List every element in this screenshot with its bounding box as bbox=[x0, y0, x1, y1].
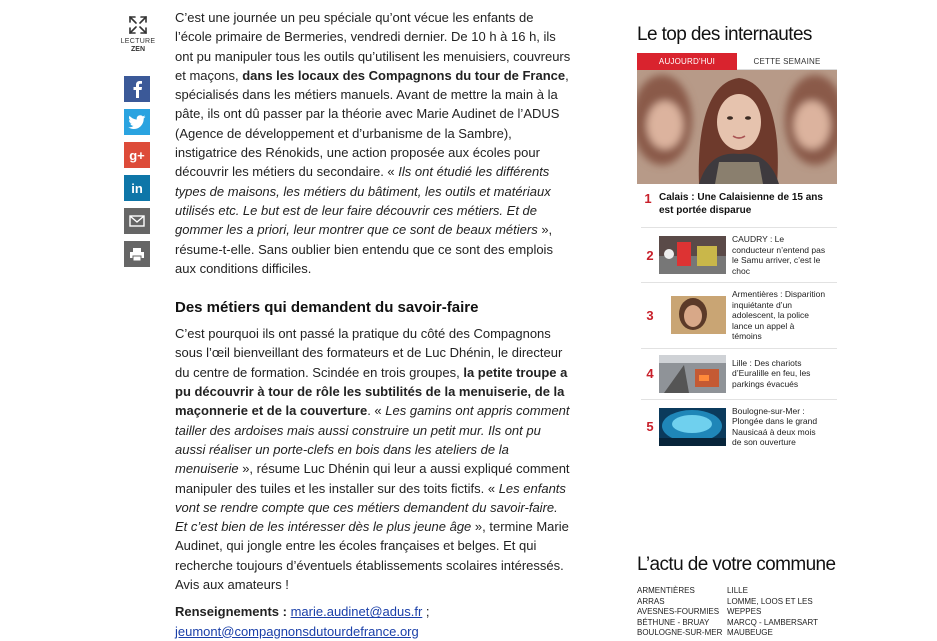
facebook-share-button[interactable] bbox=[124, 76, 150, 102]
top-item-1[interactable] bbox=[637, 191, 837, 217]
commune-title: L’actu de votre commune bbox=[637, 554, 836, 575]
commune-link[interactable]: MAUBEUGE bbox=[727, 628, 773, 638]
commune-link[interactable]: BOULOGNE-SUR-MER bbox=[637, 628, 723, 638]
top-item-4-title[interactable]: Lille : Des chariots d’Euralille en feu, les parkings évacués bbox=[732, 357, 811, 389]
top-item-5-title[interactable]: Boulogne-sur-Mer : Plongée dans le grand Nausicaá à deux mois de son ouverture bbox=[732, 405, 818, 447]
top-rank-3: 3 bbox=[646, 307, 654, 323]
twitter-share-button[interactable] bbox=[124, 109, 150, 135]
article-paragraph-1: C’est une journée un peu spéciale qu’ont vécue les enfants de l’école primaire de Bermeries, vendredi dernier. De 10 h à 16 h, ils ont pu manipuler tous les outils qu’utilisent les menuisiers, couvreurs et maçons, dans les locaux des Compagnons du tour de France, spécialisés dans les métiers manuels. Avant de mettre la main à la pâte, ils ont dû passer par la théorie avec Marie Audinet de l’ADUS (Agence de développement et d’urbanisme de la Sambre), instigatrice des Rénokids, une action proposée aux écoles pour découvrir les métiers du secondaire. « Ils ont étudié les différents types de maisons, les métiers du bâtiment, les outils et matériaux utilisés etc. Le but est de leur faire découvrir ces métiers. Et de gommer les a priori, leur montrer que ce sont de beaux métiers », résume-t-elle. Sans oublier bien entendu que ce sont des emplois aux conditions difficiles. bbox=[175, 10, 571, 276]
commune-column-2 bbox=[727, 586, 837, 639]
print-button[interactable] bbox=[124, 241, 150, 267]
email-link-compagnons[interactable]: jeumont@compagnonsdutourdefrance.org bbox=[175, 623, 419, 639]
info-label: Renseignements : bbox=[175, 604, 291, 620]
article-paragraph-2: C’est pourquoi ils ont passé la pratique du côté des Compagnons sous l’œil bienveillant des formateurs et de Luc Dhénin, le directeur du centre de formation. Scindée en trois groupes, la petite troupe a pu découvrir à tour de rôle les subtilités de la menuiserie, de la maçonnerie et de la couverture. « Les gamins ont appris comment tailler des ardoises mais aussi construire un petit mur. Ils ont pu aussi réaliser un porte-clefs en bois dans les ateliers de la menuiserie », résume Luc Dhénin qui leur a aussi expliqué comment manipuler des tuiles et les installer sur des toits fictifs. « Les enfants vont se rendre compte que ces métiers demandent du savoir-faire. Et c’est bien de les intéresser dès le plus jeune âge », termine Marie Audinet, qui jongle entre les écoles françaises et belges. Et qui recherche toujours d’éventuels établissements scolaires intéressés. Avis aux amateurs ! bbox=[175, 326, 570, 593]
article-info: Renseignements : marie.audinet@adus.fr ; jeumont@compagnonsdutourdefrance.org bbox=[175, 604, 430, 639]
commune-link[interactable]: AVESNES-FOURMIES bbox=[637, 607, 720, 617]
zen-label-1: LECTURE bbox=[120, 38, 156, 45]
commune-column-1 bbox=[637, 586, 727, 639]
top-rank-1: 1 bbox=[644, 191, 652, 206]
linkedin-share-button[interactable] bbox=[124, 175, 150, 201]
commune-list bbox=[637, 586, 837, 639]
lecture-zen-button[interactable] bbox=[118, 14, 158, 54]
portrait-photo bbox=[637, 70, 837, 184]
tab-cette-semaine[interactable]: CETTE SEMAINE bbox=[737, 53, 837, 70]
top-item-4[interactable] bbox=[641, 348, 837, 399]
expand-icon bbox=[127, 14, 149, 36]
top-internautes bbox=[637, 24, 837, 454]
facebook-icon bbox=[130, 80, 144, 98]
top-item-5-thumb[interactable] bbox=[659, 408, 726, 446]
top-item-2[interactable] bbox=[641, 227, 837, 282]
top-item-3-thumb[interactable] bbox=[659, 296, 726, 334]
tab-aujourdhui[interactable]: AUJOURD'HUI bbox=[637, 53, 737, 70]
top-item-5[interactable] bbox=[641, 399, 837, 454]
top-item-2-thumb[interactable] bbox=[659, 236, 726, 274]
top-title: Le top des internautes bbox=[637, 24, 812, 45]
google-plus-share-button[interactable] bbox=[124, 142, 150, 168]
commune-link[interactable]: ARMENTIÈRES bbox=[637, 586, 695, 595]
top-item-3-title[interactable]: Armentières : Disparition inquiétante d’un adolescent, la police lance un appel à témoins bbox=[732, 289, 826, 341]
top-item-2-title[interactable]: CAUDRY : Le conducteur n’entend pas le Samu arriver, c’est le choc bbox=[732, 234, 826, 276]
printer-icon bbox=[129, 247, 145, 262]
top-item-4-thumb[interactable] bbox=[659, 355, 726, 393]
google-plus-icon: g+ bbox=[129, 147, 145, 163]
commune-link[interactable]: MARCQ - LAMBERSART bbox=[727, 617, 819, 627]
twitter-icon bbox=[128, 115, 146, 130]
commune-link[interactable]: ARRAS bbox=[637, 596, 665, 606]
envelope-icon bbox=[129, 215, 145, 227]
top-item-3[interactable] bbox=[641, 282, 837, 348]
share-column bbox=[120, 14, 156, 267]
zen-label-2: ZEN bbox=[131, 46, 145, 53]
article-body bbox=[175, 8, 571, 641]
top-rank-5: 5 bbox=[646, 419, 654, 434]
top-tabs bbox=[637, 53, 837, 70]
commune-link[interactable]: LILLE bbox=[727, 586, 748, 595]
top1-image[interactable] bbox=[637, 70, 837, 184]
top-item-1-title[interactable]: Calais : Une Calaisienne de 15 ans est portée disparue bbox=[659, 192, 823, 216]
commune-link[interactable]: LOMME, LOOS ET LES WEPPES bbox=[727, 596, 813, 617]
commune-link[interactable]: BÉTHUNE - BRUAY bbox=[637, 617, 710, 627]
article-subheading: Des métiers qui demandent du savoir-faire bbox=[175, 299, 479, 317]
email-share-button[interactable] bbox=[124, 208, 150, 234]
top-rank-2: 2 bbox=[646, 247, 654, 263]
linkedin-icon: in bbox=[131, 180, 143, 196]
top-rank-4: 4 bbox=[646, 366, 654, 381]
email-link-adus[interactable]: marie.audinet@adus.fr bbox=[290, 604, 423, 620]
